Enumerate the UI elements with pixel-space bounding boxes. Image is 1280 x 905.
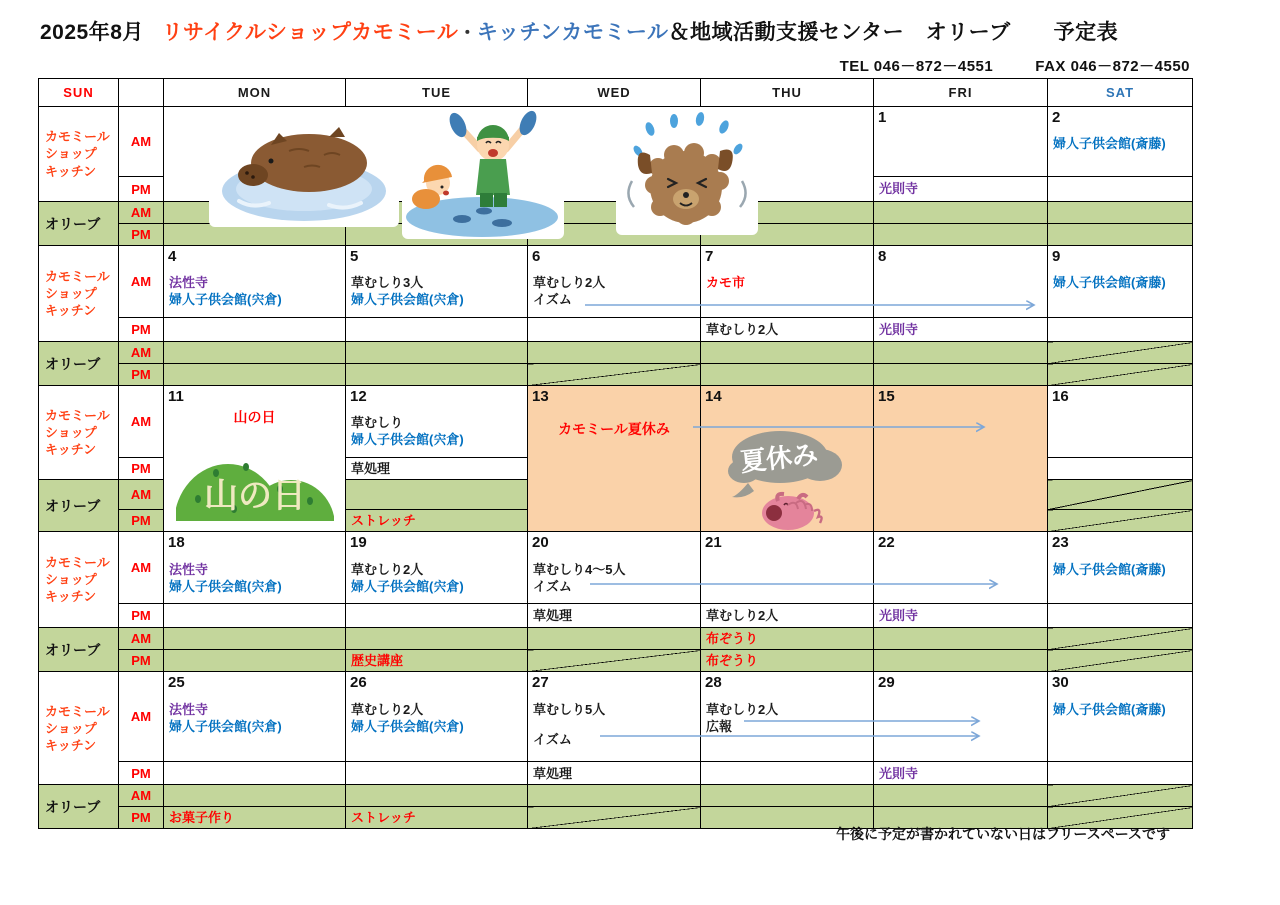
w5-mon-pm-cell bbox=[164, 762, 346, 785]
olive-label-text: オリーブ bbox=[45, 215, 101, 232]
schedule-entry: 婦人子供会館(宍倉) bbox=[351, 718, 464, 734]
olive-empty-cell bbox=[164, 628, 346, 650]
day-number: 28 bbox=[705, 674, 722, 692]
w5-sat-pm-cell bbox=[1048, 762, 1193, 785]
header-thu: THU bbox=[701, 79, 874, 107]
river-fishing-kids-illustration bbox=[402, 107, 564, 239]
olive-closed-cell bbox=[528, 650, 701, 672]
day-number: 15 bbox=[878, 388, 895, 405]
w5-thu-pm-cell bbox=[701, 762, 874, 785]
row-label-olive-w2 bbox=[39, 342, 119, 386]
w5-fri-pm-cell bbox=[874, 762, 1048, 785]
w1-olive-pm-label: PM bbox=[119, 224, 164, 246]
schedule-entry: 婦人子供会館(宍倉) bbox=[169, 578, 282, 594]
header-wed: WED bbox=[528, 79, 701, 107]
kamomile-label-line: カモミール bbox=[45, 555, 110, 571]
w5-fri-am-cell bbox=[874, 672, 1048, 762]
holiday-name: 山の日 bbox=[233, 409, 276, 426]
tel-number: TEL 046－872－4551 bbox=[839, 58, 994, 75]
w2-thu-pm-cell bbox=[701, 318, 874, 342]
olive-label-text: オリーブ bbox=[45, 497, 101, 514]
schedule-entry: ストレッチ bbox=[351, 513, 416, 529]
header-tue: TUE bbox=[346, 79, 528, 107]
kamomile-label-line: キッチン bbox=[45, 303, 97, 319]
day-number: 25 bbox=[168, 674, 185, 692]
day-number: 2 bbox=[1052, 109, 1061, 126]
title-shop-kitchen: キッチンカモミール bbox=[476, 21, 669, 44]
w4-pm-label: PM bbox=[119, 604, 164, 628]
w4-sat-pm-cell bbox=[1048, 604, 1193, 628]
schedule-entry: 法性寺 bbox=[169, 275, 209, 291]
schedule-entry: 草むしり2人 bbox=[351, 561, 424, 577]
kamomile-label-line: キッチン bbox=[45, 589, 97, 605]
w2-fri-pm-cell bbox=[874, 318, 1048, 342]
w2-sat-pm-cell bbox=[1048, 318, 1193, 342]
w5-tue-pm-cell bbox=[346, 762, 528, 785]
w5-olive-am-label: AM bbox=[119, 785, 164, 807]
w5-wed-am-cell bbox=[528, 672, 701, 762]
w4-sat-am-cell bbox=[1048, 532, 1193, 604]
w4-olive-pm-label: PM bbox=[119, 650, 164, 672]
schedule-table bbox=[38, 78, 1193, 829]
svg-text:山の日: 山の日 bbox=[203, 477, 306, 516]
olive-closed-cell bbox=[1048, 480, 1193, 510]
row-label-kamomile-w4 bbox=[39, 532, 119, 628]
row-label-kamomile-w3 bbox=[39, 386, 119, 480]
olive-closed-cell bbox=[528, 364, 701, 386]
w5-thu-am-cell bbox=[701, 672, 874, 762]
kamomile-label-line: ショップ bbox=[45, 572, 97, 588]
w4-am-label: AM bbox=[119, 532, 164, 604]
olive-closed-cell bbox=[1048, 342, 1193, 364]
schedule-table-wrap bbox=[38, 78, 1192, 829]
olive-empty-cell bbox=[528, 628, 701, 650]
w5-mon-am-cell bbox=[164, 672, 346, 762]
schedule-entry: 草むしり2人 bbox=[706, 608, 779, 624]
olive-empty-cell bbox=[164, 650, 346, 672]
w3-sat-am-cell bbox=[1048, 386, 1193, 458]
schedule-entry: 法性寺 bbox=[169, 701, 209, 717]
olive-empty-cell bbox=[701, 364, 874, 386]
olive-empty-cell bbox=[874, 202, 1048, 224]
day-number: 7 bbox=[705, 248, 714, 265]
w1-fri-am-cell bbox=[874, 107, 1048, 177]
olive-empty-cell bbox=[164, 785, 346, 807]
w2-thu-am-cell bbox=[701, 246, 874, 318]
w3-sat-pm-cell bbox=[1048, 458, 1193, 480]
kamomile-label-line: キッチン bbox=[45, 163, 97, 179]
olive-closed-cell bbox=[1048, 364, 1193, 386]
schedule-entry: 法性寺 bbox=[169, 561, 209, 577]
schedule-entry: 草むしり4～5人 bbox=[533, 561, 626, 577]
day-number: 29 bbox=[878, 674, 895, 692]
day-number: 1 bbox=[878, 109, 887, 126]
w2-am-label: AM bbox=[119, 246, 164, 318]
schedule-entry: 草処理 bbox=[351, 460, 391, 476]
olive-closed-cell bbox=[1048, 628, 1193, 650]
schedule-entry: 草処理 bbox=[533, 608, 573, 624]
w2-sat-am-cell bbox=[1048, 246, 1193, 318]
olive-closed-cell bbox=[1048, 510, 1193, 532]
day-number: 5 bbox=[350, 248, 359, 265]
schedule-entry: 歴史講座 bbox=[351, 653, 404, 669]
title-month: 2025年8月 bbox=[40, 21, 144, 44]
w2-tue-pm-cell bbox=[346, 318, 528, 342]
olive-empty-cell bbox=[346, 785, 528, 807]
w4-wed-pm-cell bbox=[528, 604, 701, 628]
header-sun: SUN bbox=[39, 79, 119, 107]
fax-number: FAX 046－872－4550 bbox=[1035, 58, 1190, 75]
w1-olive-am-label: AM bbox=[119, 202, 164, 224]
schedule-entry: 婦人子供会館(宍倉) bbox=[351, 578, 464, 594]
row-label-kamomile-w2 bbox=[39, 246, 119, 342]
schedule-entry: 草むしり2人 bbox=[706, 701, 779, 717]
w3-pm-label: PM bbox=[119, 458, 164, 480]
kamomile-label-line: ショップ bbox=[45, 424, 97, 440]
w4-thu-am-cell bbox=[701, 532, 874, 604]
w4-tue-olive-pm-cell bbox=[346, 650, 528, 672]
schedule-entry: 婦人子供会館(宍倉) bbox=[351, 432, 464, 448]
kamomile-label-line: カモミール bbox=[45, 129, 110, 145]
day-number: 11 bbox=[168, 388, 184, 405]
schedule-entry: 草むしり2人 bbox=[706, 321, 779, 337]
schedule-entry: 光則寺 bbox=[879, 765, 919, 781]
w2-mon-pm-cell bbox=[164, 318, 346, 342]
schedule-entry: 広報 bbox=[706, 718, 733, 734]
w2-olive-am-label: AM bbox=[119, 342, 164, 364]
w2-tue-am-cell bbox=[346, 246, 528, 318]
schedule-entry: 草むしり5人 bbox=[533, 701, 606, 717]
day-number: 27 bbox=[532, 674, 549, 692]
w5-olive-pm-label: PM bbox=[119, 807, 164, 829]
schedule-entry: 草むしり2人 bbox=[533, 275, 606, 291]
day-number: 21 bbox=[705, 534, 722, 552]
w4-tue-am-cell bbox=[346, 532, 528, 604]
olive-empty-cell bbox=[1048, 224, 1193, 246]
schedule-entry: 草むしり bbox=[351, 415, 404, 431]
w5-sat-am-cell bbox=[1048, 672, 1193, 762]
schedule-entry: 布ぞうり bbox=[706, 653, 759, 669]
schedule-entry: 草むしり3人 bbox=[351, 275, 424, 291]
olive-empty-cell bbox=[346, 480, 528, 510]
title-separator: ・ bbox=[458, 23, 477, 43]
schedule-entry: 婦人子供会館(斎藤) bbox=[1053, 136, 1166, 152]
day-number: 14 bbox=[705, 388, 722, 405]
day-number: 8 bbox=[878, 248, 887, 265]
contact-line bbox=[840, 55, 1190, 76]
w1-illustration-cell bbox=[164, 107, 874, 202]
header-mon: MON bbox=[164, 79, 346, 107]
w3-olive-am-label: AM bbox=[119, 480, 164, 510]
wet-dog-shaking-illustration bbox=[616, 111, 758, 235]
olive-empty-cell bbox=[701, 342, 874, 364]
kamomile-label-line: キッチン bbox=[45, 737, 97, 753]
day-number: 13 bbox=[532, 388, 549, 405]
olive-empty-cell bbox=[346, 342, 528, 364]
day-number: 30 bbox=[1052, 674, 1069, 692]
olive-empty-cell bbox=[874, 364, 1048, 386]
olive-empty-cell bbox=[1048, 202, 1193, 224]
schedule-entry: 婦人子供会館(宍倉) bbox=[169, 292, 282, 308]
w5-pm-label: PM bbox=[119, 762, 164, 785]
w3-tue-olive-pm-cell bbox=[346, 510, 528, 532]
olive-empty-cell bbox=[528, 785, 701, 807]
olive-label-text: オリーブ bbox=[45, 798, 101, 815]
schedule-entry: 婦人子供会館(宍倉) bbox=[351, 292, 464, 308]
w2-wed-pm-cell bbox=[528, 318, 701, 342]
schedule-entry: イズム bbox=[533, 731, 572, 747]
w4-thu-olive-pm-cell bbox=[701, 650, 874, 672]
day-number: 26 bbox=[350, 674, 367, 692]
mountain-day-illustration bbox=[176, 429, 334, 521]
w2-wed-am-cell bbox=[528, 246, 701, 318]
schedule-entry: イズム bbox=[533, 292, 572, 308]
olive-empty-cell bbox=[164, 342, 346, 364]
day-number: 23 bbox=[1052, 534, 1069, 552]
w4-olive-am-label: AM bbox=[119, 628, 164, 650]
footer-note: 午後に予定が書かれていない日はフリースペースです bbox=[835, 826, 1170, 842]
schedule-entry: 草処理 bbox=[533, 765, 573, 781]
w3-tue-pm-cell bbox=[346, 458, 528, 480]
w2-fri-am-cell bbox=[874, 246, 1048, 318]
w1-sat-am-cell bbox=[1048, 107, 1193, 177]
olive-empty-cell bbox=[701, 785, 874, 807]
w3-thu-summer-cell bbox=[701, 386, 874, 532]
olive-closed-cell bbox=[528, 807, 701, 829]
olive-empty-cell bbox=[874, 628, 1048, 650]
schedule-entry: 光則寺 bbox=[879, 321, 919, 337]
w4-thu-pm-cell bbox=[701, 604, 874, 628]
olive-empty-cell bbox=[346, 628, 528, 650]
schedule-entry: イズム bbox=[533, 578, 572, 594]
olive-empty-cell bbox=[874, 224, 1048, 246]
day-number: 16 bbox=[1052, 388, 1069, 405]
w5-wed-pm-cell bbox=[528, 762, 701, 785]
w4-wed-am-cell bbox=[528, 532, 701, 604]
schedule-entry: 草むしり2人 bbox=[351, 701, 424, 717]
header-sat: SAT bbox=[1048, 79, 1193, 107]
w4-mon-pm-cell bbox=[164, 604, 346, 628]
schedule-entry: 布ぞうり bbox=[706, 631, 759, 647]
w5-tue-am-cell bbox=[346, 672, 528, 762]
page-title bbox=[40, 16, 1118, 46]
kamomile-label-line: ショップ bbox=[45, 720, 97, 736]
svg-text:夏休み: 夏休み bbox=[738, 439, 820, 478]
day-number: 19 bbox=[350, 534, 367, 552]
schedule-entry: カモ市 bbox=[706, 275, 746, 291]
schedule-entry: 光則寺 bbox=[879, 181, 919, 197]
row-label-olive-w3 bbox=[39, 480, 119, 532]
w1-fri-pm-cell bbox=[874, 177, 1048, 202]
day-number: 20 bbox=[532, 534, 549, 552]
w3-wed-summer-cell bbox=[528, 386, 701, 532]
schedule-entry: 婦人子供会館(斎藤) bbox=[1053, 561, 1166, 577]
olive-empty-cell bbox=[874, 650, 1048, 672]
w1-sat-pm-cell bbox=[1048, 177, 1193, 202]
row-label-olive-w1 bbox=[39, 202, 119, 246]
olive-empty-cell bbox=[874, 785, 1048, 807]
day-number: 9 bbox=[1052, 248, 1061, 265]
w4-fri-pm-cell bbox=[874, 604, 1048, 628]
olive-label-text: オリーブ bbox=[45, 641, 101, 658]
schedule-entry: 光則寺 bbox=[879, 608, 919, 624]
title-suffix: ＆地域活動支援センター オリーブ 予定表 bbox=[668, 21, 1119, 44]
row-label-olive-w4 bbox=[39, 628, 119, 672]
schedule-entry: 婦人子供会館(宍倉) bbox=[169, 718, 282, 734]
summer-break-pig-illustration bbox=[722, 427, 852, 531]
kamomile-label-line: ショップ bbox=[45, 285, 97, 301]
entry-spacer bbox=[528, 718, 700, 731]
w3-fri-summer-cell bbox=[874, 386, 1048, 532]
w4-fri-am-cell bbox=[874, 532, 1048, 604]
kamomile-label-line: カモミール bbox=[45, 407, 110, 423]
w3-olive-pm-label: PM bbox=[119, 510, 164, 532]
olive-closed-cell bbox=[1048, 650, 1193, 672]
olive-empty-cell bbox=[528, 342, 701, 364]
w3-am-label: AM bbox=[119, 386, 164, 458]
schedule-entry: お菓子作り bbox=[169, 810, 235, 826]
w5-tue-olive-pm-cell bbox=[346, 807, 528, 829]
w5-am-label: AM bbox=[119, 672, 164, 762]
day-number: 22 bbox=[878, 534, 895, 552]
row-label-kamomile-w5 bbox=[39, 672, 119, 785]
w1-am-label: AM bbox=[119, 107, 164, 177]
w2-pm-label: PM bbox=[119, 318, 164, 342]
w4-thu-olive-am-cell bbox=[701, 628, 874, 650]
kamomile-label-line: ショップ bbox=[45, 146, 97, 162]
w2-mon-am-cell bbox=[164, 246, 346, 318]
kamomile-label-line: カモミール bbox=[45, 703, 110, 719]
day-number: 12 bbox=[350, 388, 367, 405]
schedule-entry: ストレッチ bbox=[351, 810, 416, 826]
w1-pm-label: PM bbox=[119, 177, 164, 202]
day-number: 18 bbox=[168, 534, 185, 552]
schedule-entry: 婦人子供会館(斎藤) bbox=[1053, 275, 1166, 291]
w4-mon-am-cell bbox=[164, 532, 346, 604]
w3-tue-am-cell bbox=[346, 386, 528, 458]
olive-empty-cell bbox=[164, 364, 346, 386]
w3-mon-holiday-cell bbox=[164, 386, 346, 532]
title-shop-recycle: リサイクルショップカモミール bbox=[161, 21, 459, 44]
w5-mon-olive-pm-cell bbox=[164, 807, 346, 829]
olive-empty-cell bbox=[874, 342, 1048, 364]
kamomile-label-line: キッチン bbox=[45, 442, 97, 458]
schedule-entry: 婦人子供会館(斎藤) bbox=[1053, 701, 1166, 717]
day-number: 4 bbox=[168, 248, 177, 265]
olive-empty-cell bbox=[346, 364, 528, 386]
header-spacer-col bbox=[119, 79, 164, 107]
boar-bathing-illustration bbox=[209, 115, 399, 227]
row-label-olive-w5 bbox=[39, 785, 119, 829]
header-fri: FRI bbox=[874, 79, 1048, 107]
row-label-kamomile-w1 bbox=[39, 107, 119, 202]
summer-break-note: カモミール夏休み bbox=[558, 421, 670, 438]
olive-label-text: オリーブ bbox=[45, 355, 101, 372]
olive-closed-cell bbox=[1048, 785, 1193, 807]
day-number: 6 bbox=[532, 248, 541, 265]
w2-olive-pm-label: PM bbox=[119, 364, 164, 386]
kamomile-label-line: カモミール bbox=[45, 268, 110, 284]
w4-tue-pm-cell bbox=[346, 604, 528, 628]
